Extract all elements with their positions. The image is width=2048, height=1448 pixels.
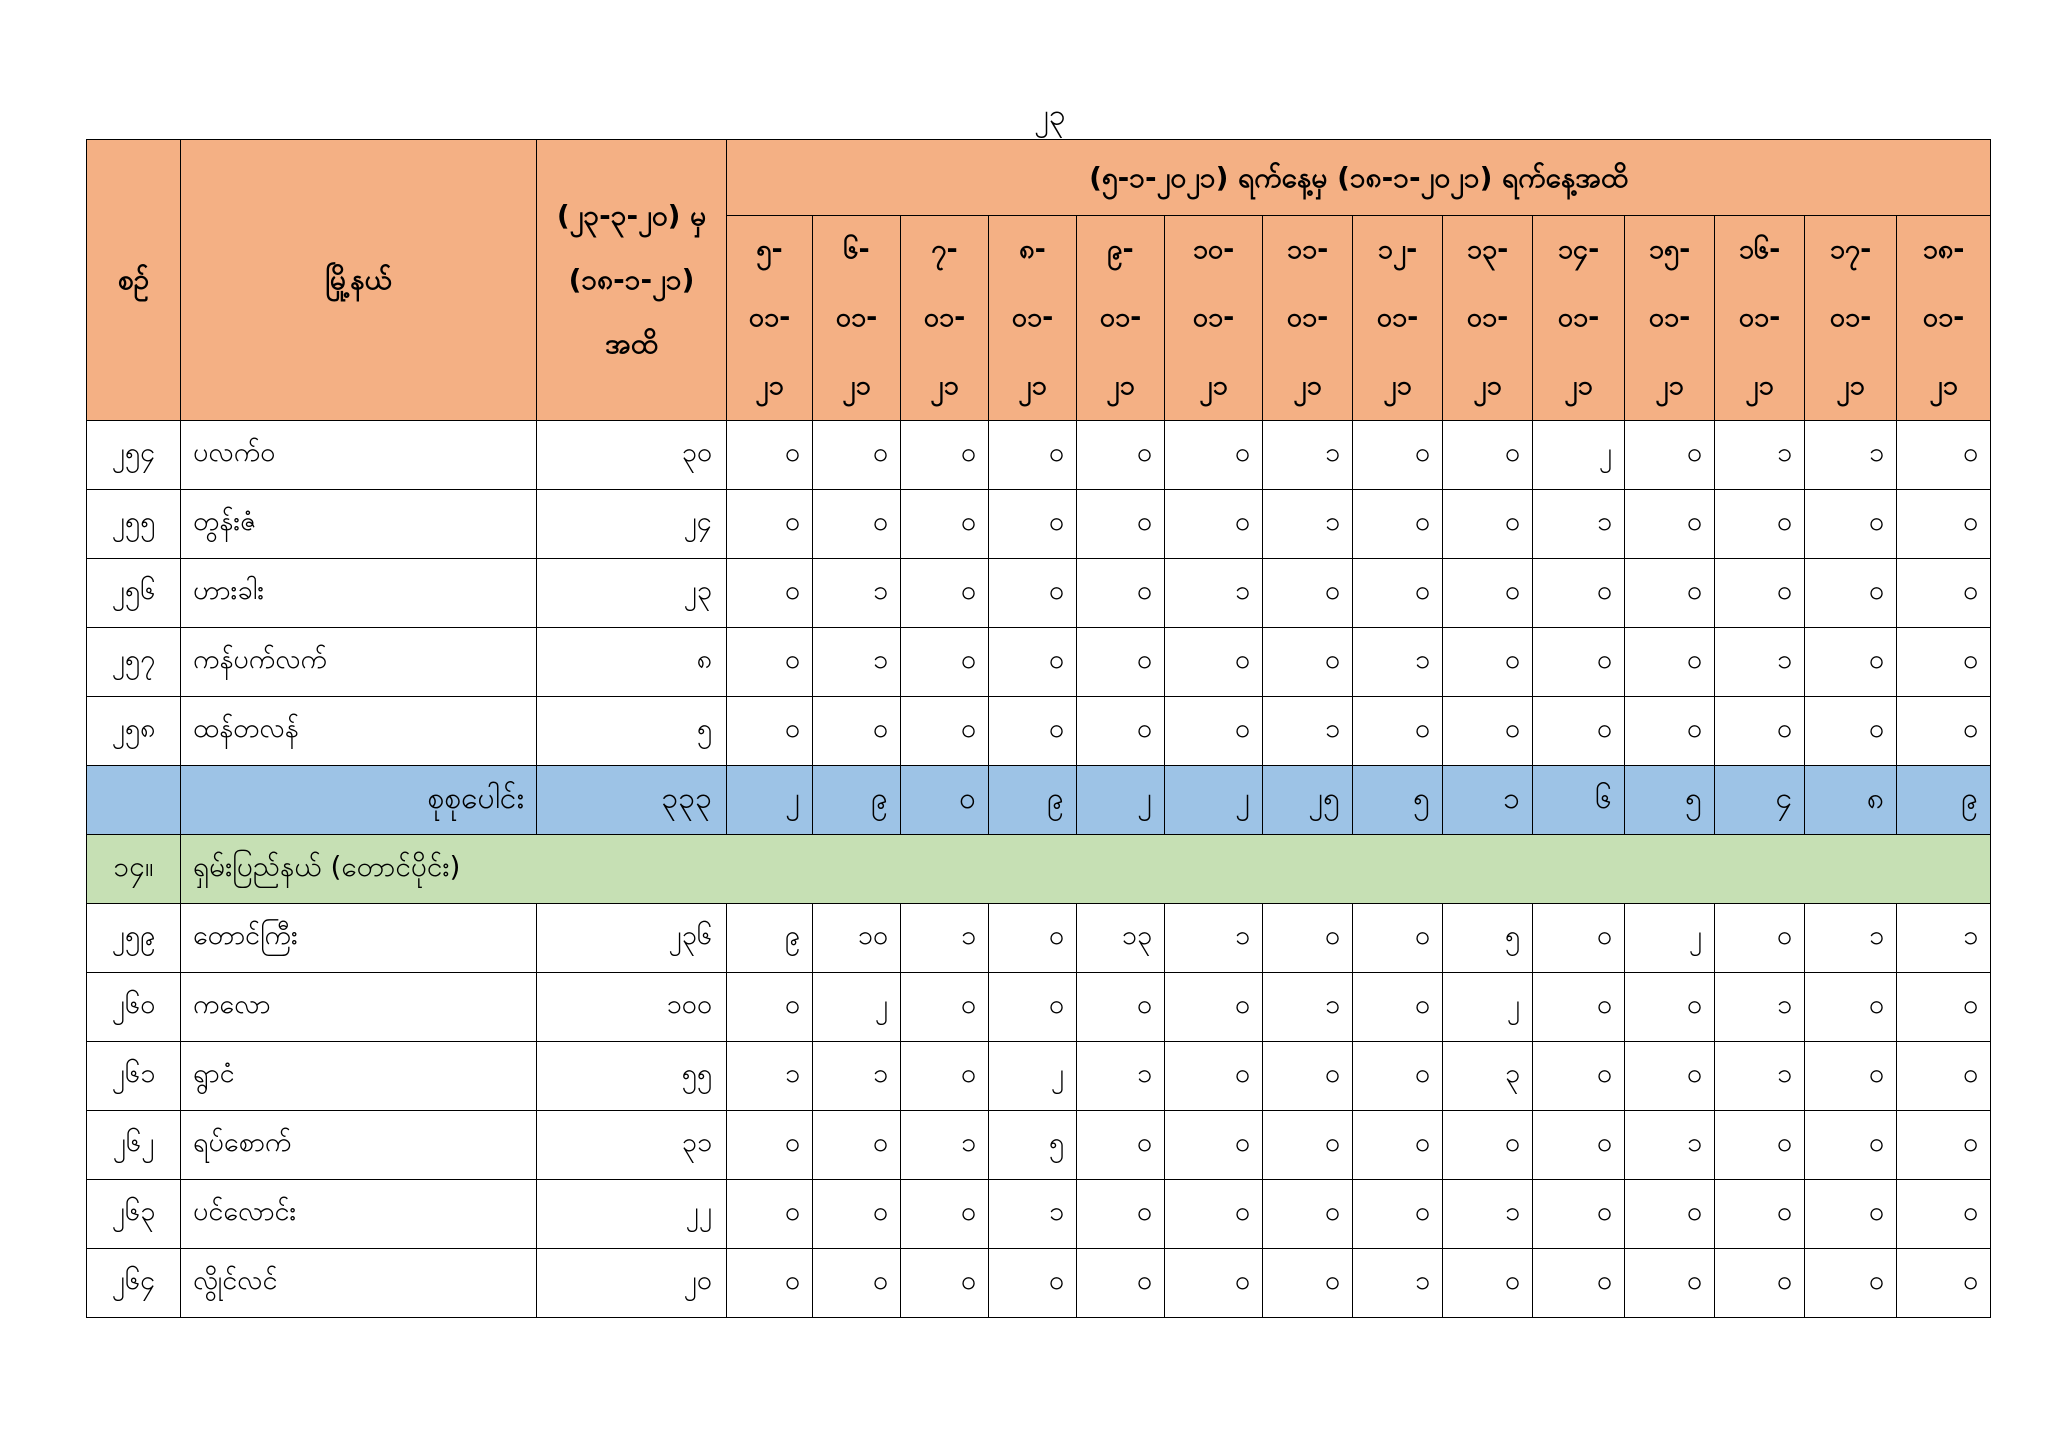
table-row	[87, 904, 1991, 973]
daily-count: ၀	[1077, 973, 1165, 1042]
daily-count: ၅	[989, 1111, 1077, 1180]
daily-count: ၃	[1443, 1042, 1533, 1111]
daily-count: ၁	[901, 904, 989, 973]
table-row	[87, 1249, 1991, 1318]
daily-count: ၀	[1263, 904, 1353, 973]
daily-count: ၀	[1165, 490, 1263, 559]
row-number: ၂၆၃	[87, 1180, 181, 1249]
daily-count: ၀	[1077, 1249, 1165, 1318]
table-row	[87, 1111, 1991, 1180]
daily-count: ၀	[813, 1249, 901, 1318]
daily-count: ၀	[1897, 421, 1991, 490]
total-daily: ၂	[1077, 766, 1165, 835]
daily-count: ၁	[1715, 421, 1805, 490]
daily-count: ၁	[1263, 421, 1353, 490]
daily-count: ၀	[901, 490, 989, 559]
daily-count: ၀	[727, 490, 813, 559]
daily-count: ၀	[901, 559, 989, 628]
header-date: ၈- ၀၁- ၂၁	[989, 216, 1077, 421]
daily-count: ၀	[1805, 490, 1897, 559]
cumulative-count: ၈	[537, 628, 727, 697]
daily-count: ၀	[1077, 490, 1165, 559]
cumulative-count: ၂၂	[537, 1180, 727, 1249]
daily-count: ၀	[727, 421, 813, 490]
daily-count: ၀	[1897, 1111, 1991, 1180]
daily-count: ၀	[1805, 973, 1897, 1042]
daily-count: ၅	[1443, 904, 1533, 973]
daily-count: ၁	[1625, 1111, 1715, 1180]
header-township: မြို့နယ်	[181, 140, 537, 421]
daily-count: ၁၀	[813, 904, 901, 973]
daily-count: ၀	[1715, 1249, 1805, 1318]
daily-count: ၀	[1353, 697, 1443, 766]
daily-count: ၀	[1263, 628, 1353, 697]
header-period: (၅-၁-၂၀၂၁) ရက်နေ့မှ (၁၈-၁-၂၀၂၁) ရက်နေ့အထိ	[727, 140, 1991, 216]
daily-count: ၁	[813, 628, 901, 697]
daily-count: ၀	[1625, 697, 1715, 766]
daily-count: ၀	[1533, 1111, 1625, 1180]
total-label: စုစုပေါင်း	[181, 766, 537, 835]
daily-count: ၂	[813, 973, 901, 1042]
daily-count: ၀	[1625, 1042, 1715, 1111]
total-daily: ၈	[1805, 766, 1897, 835]
daily-count: ၀	[989, 1249, 1077, 1318]
row-number: ၂၆၂	[87, 1111, 181, 1180]
daily-count: ၂	[1533, 421, 1625, 490]
township-name: ရွာငံ	[181, 1042, 537, 1111]
daily-count: ၀	[727, 1111, 813, 1180]
daily-count: ၀	[1165, 1042, 1263, 1111]
header-no: စဉ်	[87, 140, 181, 421]
daily-count: ၀	[813, 697, 901, 766]
daily-count: ၀	[1897, 1249, 1991, 1318]
daily-count: ၀	[1165, 1249, 1263, 1318]
total-daily: ၅	[1625, 766, 1715, 835]
daily-count: ၀	[1077, 1180, 1165, 1249]
daily-count: ၀	[1077, 697, 1165, 766]
daily-count: ၀	[989, 559, 1077, 628]
township-name: တွန်းဇံ	[181, 490, 537, 559]
daily-count: ၁	[1715, 973, 1805, 1042]
total-daily: ၂၅	[1263, 766, 1353, 835]
total-daily: ၂	[1165, 766, 1263, 835]
daily-count: ၀	[1897, 973, 1991, 1042]
daily-count: ၀	[1805, 628, 1897, 697]
daily-count: ၀	[1263, 1249, 1353, 1318]
header-date: ၁၅- ၀၁- ၂၁	[1625, 216, 1715, 421]
total-daily: ၅	[1353, 766, 1443, 835]
total-daily: ၂	[727, 766, 813, 835]
daily-count: ၀	[901, 697, 989, 766]
daily-count: ၂	[989, 1042, 1077, 1111]
header-date: ၁၇- ၀၁- ၂၁	[1805, 216, 1897, 421]
daily-count: ၀	[813, 1180, 901, 1249]
table-row	[87, 697, 1991, 766]
daily-count: ၀	[1533, 697, 1625, 766]
daily-count: ၀	[1443, 421, 1533, 490]
table-row	[87, 421, 1991, 490]
header-date: ၇- ၀၁- ၂၁	[901, 216, 989, 421]
daily-count: ၀	[1715, 490, 1805, 559]
daily-count: ၀	[813, 1111, 901, 1180]
cumulative-count: ၃၀	[537, 421, 727, 490]
daily-count: ၀	[727, 628, 813, 697]
daily-count: ၀	[901, 973, 989, 1042]
daily-count: ၀	[1805, 1180, 1897, 1249]
daily-count: ၀	[813, 421, 901, 490]
daily-count: ၀	[1805, 1111, 1897, 1180]
township-name: လွိုင်လင်	[181, 1249, 537, 1318]
row-number: ၂၅၄	[87, 421, 181, 490]
daily-count: ၁	[1263, 697, 1353, 766]
daily-count: ၀	[989, 904, 1077, 973]
header-date: ၉- ၀၁- ၂၁	[1077, 216, 1165, 421]
daily-count: ၀	[1263, 559, 1353, 628]
row-number: ၂၅၇	[87, 628, 181, 697]
daily-count: ၀	[1897, 628, 1991, 697]
row-number: ၂၅၆	[87, 559, 181, 628]
total-daily: ၆	[1533, 766, 1625, 835]
daily-count: ၀	[1625, 1249, 1715, 1318]
daily-count: ၀	[1165, 421, 1263, 490]
daily-count: ၀	[1263, 1042, 1353, 1111]
cumulative-count: ၂၄	[537, 490, 727, 559]
daily-count: ၀	[1625, 973, 1715, 1042]
daily-count: ၀	[813, 490, 901, 559]
header-date: ၁၀- ၀၁- ၂၁	[1165, 216, 1263, 421]
daily-count: ၀	[1533, 1042, 1625, 1111]
daily-count: ၀	[1805, 1249, 1897, 1318]
daily-count: ၀	[727, 973, 813, 1042]
daily-count: ၁	[1263, 490, 1353, 559]
table-row	[87, 628, 1991, 697]
daily-count: ၀	[1077, 1111, 1165, 1180]
daily-count: ၀	[901, 1042, 989, 1111]
daily-count: ၀	[1715, 904, 1805, 973]
header-date: ၆- ၀၁- ၂၁	[813, 216, 901, 421]
header-date: ၁၈- ၀၁- ၂၁	[1897, 216, 1991, 421]
page-number: ၂၃	[1034, 98, 1066, 133]
total-blank-cell	[87, 766, 181, 835]
township-name: ပင်လောင်း	[181, 1180, 537, 1249]
daily-count: ၀	[1715, 1180, 1805, 1249]
daily-count: ၀	[1165, 628, 1263, 697]
daily-count: ၁	[1897, 904, 1991, 973]
total-row	[87, 766, 1991, 835]
row-number: ၂၆၁	[87, 1042, 181, 1111]
section-number: ၁၄။	[87, 835, 181, 904]
daily-count: ၀	[1533, 904, 1625, 973]
daily-count: ၁	[1165, 559, 1263, 628]
daily-count: ၁	[1715, 1042, 1805, 1111]
table-row	[87, 1180, 1991, 1249]
daily-count: ၀	[1443, 1111, 1533, 1180]
daily-count: ၀	[1353, 1180, 1443, 1249]
daily-count: ၁	[989, 1180, 1077, 1249]
township-name: ဟားခါး	[181, 559, 537, 628]
daily-count: ၀	[1715, 559, 1805, 628]
header-date: ၁၁- ၀၁- ၂၁	[1263, 216, 1353, 421]
daily-count: ၀	[1625, 559, 1715, 628]
daily-count: ၀	[1805, 559, 1897, 628]
total-daily: ၉	[1897, 766, 1991, 835]
daily-count: ၁	[1443, 1180, 1533, 1249]
daily-count: ၁၃	[1077, 904, 1165, 973]
daily-count: ၀	[1533, 628, 1625, 697]
daily-count: ၉	[727, 904, 813, 973]
header-date: ၁၃- ၀၁- ၂၁	[1443, 216, 1533, 421]
daily-count: ၀	[1443, 1249, 1533, 1318]
daily-count: ၀	[1533, 1180, 1625, 1249]
daily-count: ၀	[1625, 628, 1715, 697]
daily-count: ၀	[1077, 628, 1165, 697]
daily-count: ၀	[1897, 1042, 1991, 1111]
table-row	[87, 559, 1991, 628]
daily-count: ၀	[1077, 559, 1165, 628]
daily-count: ၀	[1897, 697, 1991, 766]
daily-count: ၁	[813, 559, 901, 628]
daily-count: ၀	[1533, 1249, 1625, 1318]
daily-count: ၀	[1353, 421, 1443, 490]
cumulative-count: ၅	[537, 697, 727, 766]
daily-count: ၀	[1353, 490, 1443, 559]
daily-count: ၀	[1165, 697, 1263, 766]
daily-count: ၀	[1077, 421, 1165, 490]
row-number: ၂၅၅	[87, 490, 181, 559]
daily-count: ၁	[1353, 628, 1443, 697]
daily-count: ၀	[1353, 973, 1443, 1042]
row-number: ၂၆၄	[87, 1249, 181, 1318]
daily-count: ၀	[1805, 697, 1897, 766]
daily-count: ၀	[1897, 559, 1991, 628]
total-daily: ၀	[901, 766, 989, 835]
township-name: တောင်ကြီး	[181, 904, 537, 973]
header-date: ၁၆- ၀၁- ၂၁	[1715, 216, 1805, 421]
table-row	[87, 490, 1991, 559]
cumulative-count: ၁၀၀	[537, 973, 727, 1042]
daily-count: ၀	[1625, 1180, 1715, 1249]
daily-count: ၀	[1443, 490, 1533, 559]
header-date: ၁၂- ၀၁- ၂၁	[1353, 216, 1443, 421]
daily-count: ၀	[1443, 697, 1533, 766]
daily-count: ၀	[1353, 559, 1443, 628]
section-row	[87, 835, 1991, 904]
cumulative-count: ၂၀	[537, 1249, 727, 1318]
daily-count: ၀	[1263, 1111, 1353, 1180]
header-date: ၅- ၀၁- ၂၁	[727, 216, 813, 421]
daily-count: ၂	[1443, 973, 1533, 1042]
daily-count: ၀	[727, 1249, 813, 1318]
table-row	[87, 973, 1991, 1042]
daily-count: ၂	[1625, 904, 1715, 973]
row-number: ၂၅၉	[87, 904, 181, 973]
daily-count: ၀	[1353, 904, 1443, 973]
daily-count: ၀	[1443, 559, 1533, 628]
daily-count: ၀	[1353, 1111, 1443, 1180]
daily-count: ၁	[1077, 1042, 1165, 1111]
daily-count: ၀	[1165, 973, 1263, 1042]
row-number: ၂၅၈	[87, 697, 181, 766]
daily-count: ၀	[1353, 1042, 1443, 1111]
township-name: ကန်ပက်လက်	[181, 628, 537, 697]
daily-count: ၀	[989, 973, 1077, 1042]
row-number: ၂၆၀	[87, 973, 181, 1042]
daily-count: ၀	[727, 1180, 813, 1249]
total-daily: ၁	[1443, 766, 1533, 835]
daily-count: ၁	[1165, 904, 1263, 973]
daily-count: ၀	[989, 490, 1077, 559]
daily-count: ၀	[1897, 490, 1991, 559]
daily-count: ၀	[1533, 559, 1625, 628]
covid-cases-table	[86, 139, 1991, 1318]
daily-count: ၀	[1165, 1111, 1263, 1180]
township-name: ရပ်စောက်	[181, 1111, 537, 1180]
cumulative-count: ၂၃၆	[537, 904, 727, 973]
total-cumulative: ၃၃၃	[537, 766, 727, 835]
total-daily: ၉	[989, 766, 1077, 835]
daily-count: ၁	[727, 1042, 813, 1111]
daily-count: ၀	[1443, 628, 1533, 697]
daily-count: ၀	[901, 1249, 989, 1318]
cumulative-count: ၃၁	[537, 1111, 727, 1180]
daily-count: ၀	[1533, 973, 1625, 1042]
township-name: ထန်တလန်	[181, 697, 537, 766]
header-date: ၁၄- ၀၁- ၂၁	[1533, 216, 1625, 421]
daily-count: ၀	[1625, 421, 1715, 490]
daily-count: ၁	[1353, 1249, 1443, 1318]
daily-count: ၁	[1805, 904, 1897, 973]
total-daily: ၄	[1715, 766, 1805, 835]
daily-count: ၀	[727, 559, 813, 628]
daily-count: ၀	[989, 628, 1077, 697]
daily-count: ၀	[1805, 1042, 1897, 1111]
daily-count: ၁	[1805, 421, 1897, 490]
township-name: ကလော	[181, 973, 537, 1042]
daily-count: ၁	[1715, 628, 1805, 697]
daily-count: ၁	[901, 1111, 989, 1180]
daily-count: ၀	[989, 421, 1077, 490]
cumulative-count: ၂၃	[537, 559, 727, 628]
daily-count: ၀	[1165, 1180, 1263, 1249]
daily-count: ၁	[1533, 490, 1625, 559]
daily-count: ၀	[727, 697, 813, 766]
daily-count: ၀	[901, 1180, 989, 1249]
total-daily: ၉	[813, 766, 901, 835]
daily-count: ၀	[1897, 1180, 1991, 1249]
section-title: ရှမ်းပြည်နယ် (တောင်ပိုင်း)	[181, 835, 1991, 904]
daily-count: ၀	[901, 628, 989, 697]
daily-count: ၀	[901, 421, 989, 490]
header-cumulative: (၂၃-၃-၂၀) မှ (၁၈-၁-၂၁) အထိ	[537, 140, 727, 421]
daily-count: ၁	[1263, 973, 1353, 1042]
township-name: ပလက်ဝ	[181, 421, 537, 490]
daily-count: ၀	[1715, 697, 1805, 766]
cumulative-count: ၅၅	[537, 1042, 727, 1111]
daily-count: ၀	[989, 697, 1077, 766]
daily-count: ၀	[1625, 490, 1715, 559]
table-row	[87, 1042, 1991, 1111]
daily-count: ၀	[1715, 1111, 1805, 1180]
daily-count: ၁	[813, 1042, 901, 1111]
daily-count: ၀	[1263, 1180, 1353, 1249]
